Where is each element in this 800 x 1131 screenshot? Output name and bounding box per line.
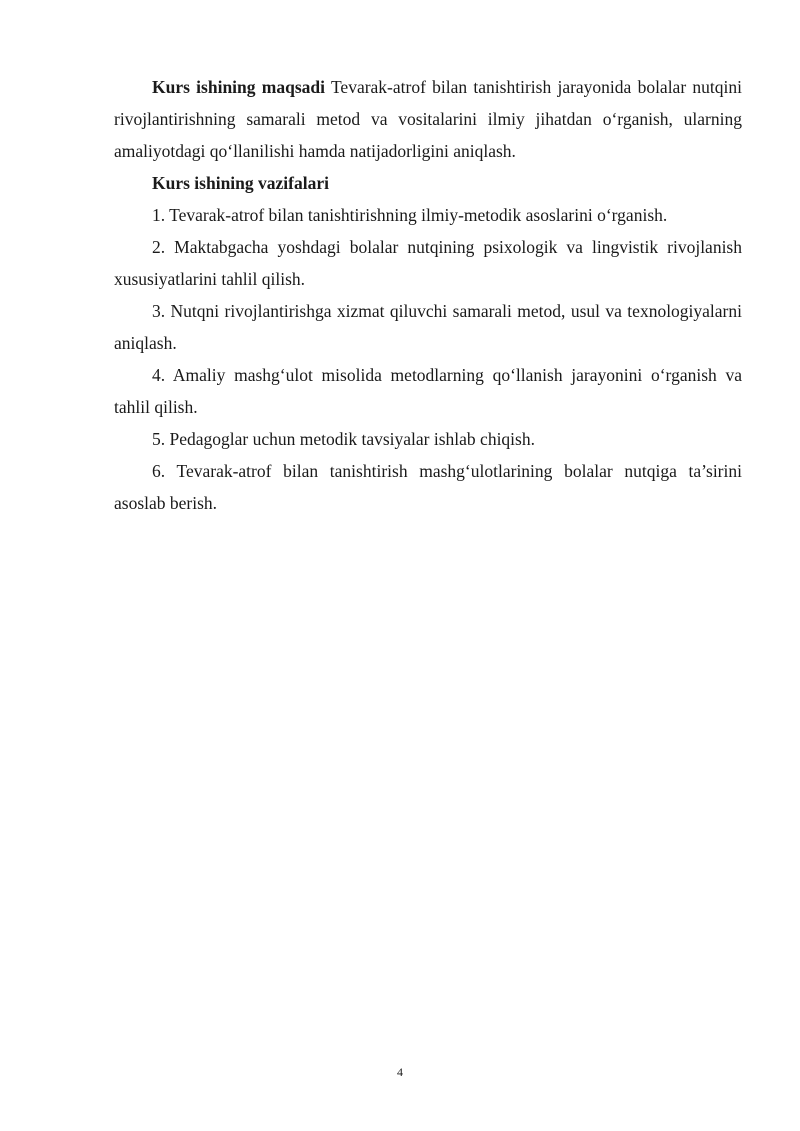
aim-text: Tevarak-atrof bilan tanishtirish jarayonida bolalar nutqini rivojlantirishning samarali metod va vositalarini ilmiy jihatdan o‘rganish, ularning amaliyotdagi qo‘llanilishi hamda natijadorligini aniqlash. xyxy=(114,77,742,161)
task-item-5: 5. Pedagoglar uchun metodik tavsiyalar ishlab chiqish. xyxy=(152,429,535,449)
document-body xyxy=(114,71,742,519)
aim-paragraph xyxy=(114,71,742,167)
task-item-4: 4. Amaliy mashg‘ulot misolida metodlarning qo‘llanish jarayonini o‘rganish va tahlil qilish. xyxy=(114,365,742,417)
task-item-6: 6. Tevarak-atrof bilan tanishtirish mashg‘ulotlarining bolalar nutqiga ta’sirini asoslab berish. xyxy=(114,461,742,513)
tasks-heading: Kurs ishining vazifalari xyxy=(152,173,329,193)
task-item-3: 3. Nutqni rivojlantirishga xizmat qiluvchi samarali metod, usul va texnologiyalarni aniqlash. xyxy=(114,301,742,353)
task-item-2: 2. Maktabgacha yoshdagi bolalar nutqining psixologik va lingvistik rivojlanish xususiyatlarini tahlil qilish. xyxy=(114,237,742,289)
aim-heading: Kurs ishining maqsadi xyxy=(152,77,325,97)
page-number: 4 xyxy=(397,1065,403,1079)
task-item-1: 1. Tevarak-atrof bilan tanishtirishning ilmiy-metodik asoslarini o‘rganish. xyxy=(152,205,668,225)
